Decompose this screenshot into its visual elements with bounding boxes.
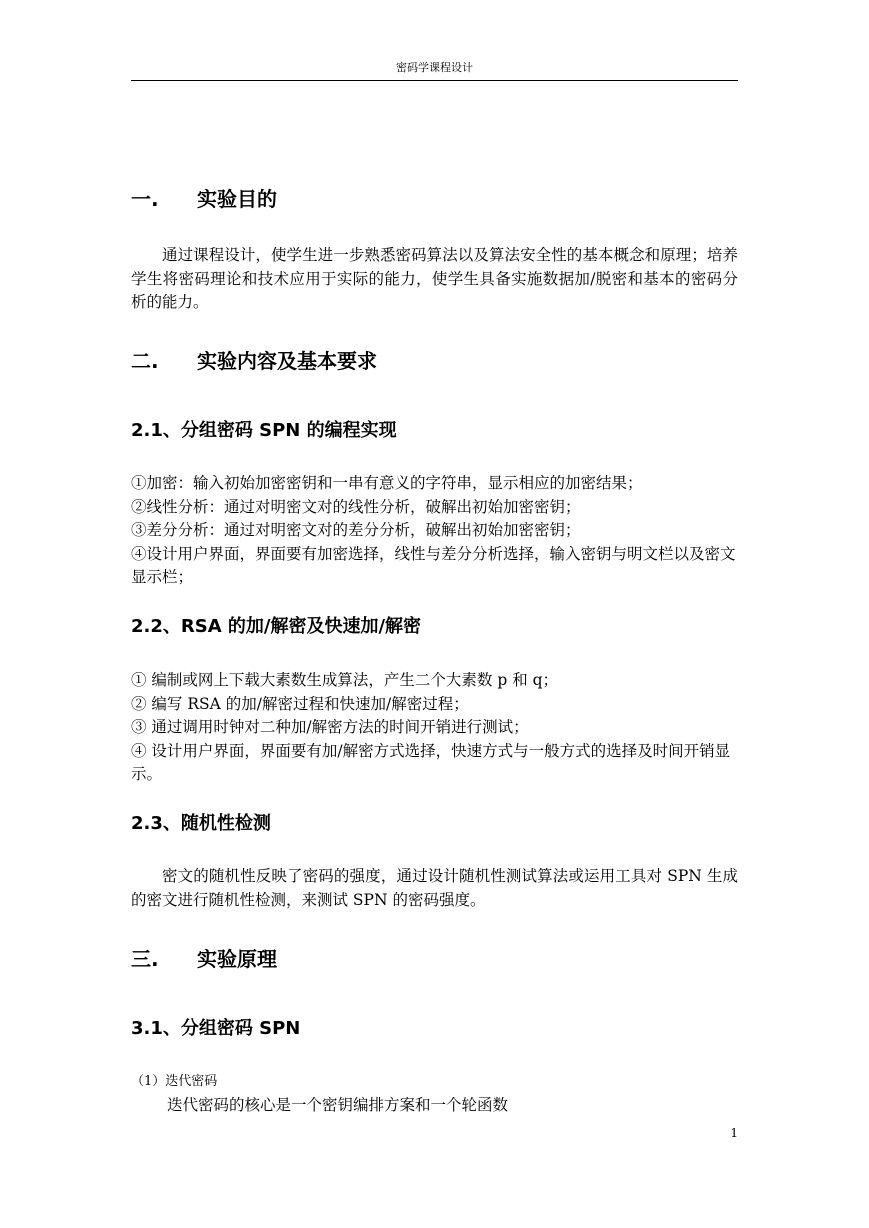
page-header-title: 密码学课程设计 bbox=[396, 61, 473, 74]
page-number: 1 bbox=[730, 1126, 738, 1140]
section-1-heading bbox=[131, 186, 738, 212]
list-item: ④ 设计用户界面，界面要有加/解密方式选择，快速方式与一般方式的选择及时间开销显示。 bbox=[131, 741, 731, 783]
subsection-3-1-heading: 3.1、分组密码 SPN bbox=[131, 1018, 301, 1039]
list-item: ③差分分析：通过对明密文对的差分分析，破解出初始加密密钥； bbox=[131, 521, 581, 539]
list-item: ②线性分析：通过对明密文对的线性分析，破解出初始加密密钥； bbox=[131, 497, 581, 516]
section-1-title: 实验目的 bbox=[197, 187, 277, 211]
subsection-3-1-item-text: 迭代密码的核心是一个密钥编排方案和一个轮函数 bbox=[167, 1096, 509, 1114]
subsection-2-3-paragraph: 密文的随机性反映了密码的强度，通过设计随机性测试算法或运用工具对 SPN 生成的密文进行随机性检测，来测试 SPN 的密码强度。 bbox=[131, 867, 738, 909]
section-3-title: 实验原理 bbox=[197, 947, 277, 971]
subsection-2-3-heading: 2.3、随机性检测 bbox=[131, 813, 271, 834]
list-item: ①加密：输入初始加密密钥和一串有意义的字符串，显示相应的加密结果； bbox=[131, 474, 643, 492]
list-item: ③ 通过调用时钟对二种加/解密方法的时间开销进行测试； bbox=[131, 718, 529, 736]
section-3-heading bbox=[131, 946, 738, 972]
section-1-paragraph: 通过课程设计，使学生进一步熟悉密码算法以及算法安全性的基本概念和原理；培养学生将密码理论和技术应用于实际的能力，使学生具备实施数据加/脱密和基本的密码分析的能力。 bbox=[131, 246, 738, 311]
subsection-3-1-item-label: （1）迭代密码 bbox=[131, 1074, 218, 1089]
header-divider bbox=[131, 80, 738, 81]
section-3-number: 三. bbox=[131, 947, 159, 971]
subsection-2-2-heading: 2.2、RSA 的加/解密及快速加/解密 bbox=[131, 616, 422, 637]
list-item: ② 编写 RSA 的加/解密过程和快速加/解密过程； bbox=[131, 694, 469, 713]
list-item: ① 编制或网上下载大素数生成算法，产生二个大素数 p 和 q； bbox=[131, 671, 559, 689]
subsection-2-1-list bbox=[131, 472, 738, 590]
section-2-number: 二. bbox=[131, 349, 159, 373]
section-2-title: 实验内容及基本要求 bbox=[197, 349, 377, 373]
section-1-number: 一. bbox=[131, 187, 159, 211]
subsection-2-2-list bbox=[131, 669, 738, 787]
subsection-2-1-heading: 2.1、分组密码 SPN 的编程实现 bbox=[131, 420, 397, 441]
section-2-heading bbox=[131, 348, 738, 374]
list-item: ④设计用户界面，界面要有加密选择，线性与差分分析选择，输入密钥与明文栏以及密文显示栏； bbox=[131, 544, 736, 586]
